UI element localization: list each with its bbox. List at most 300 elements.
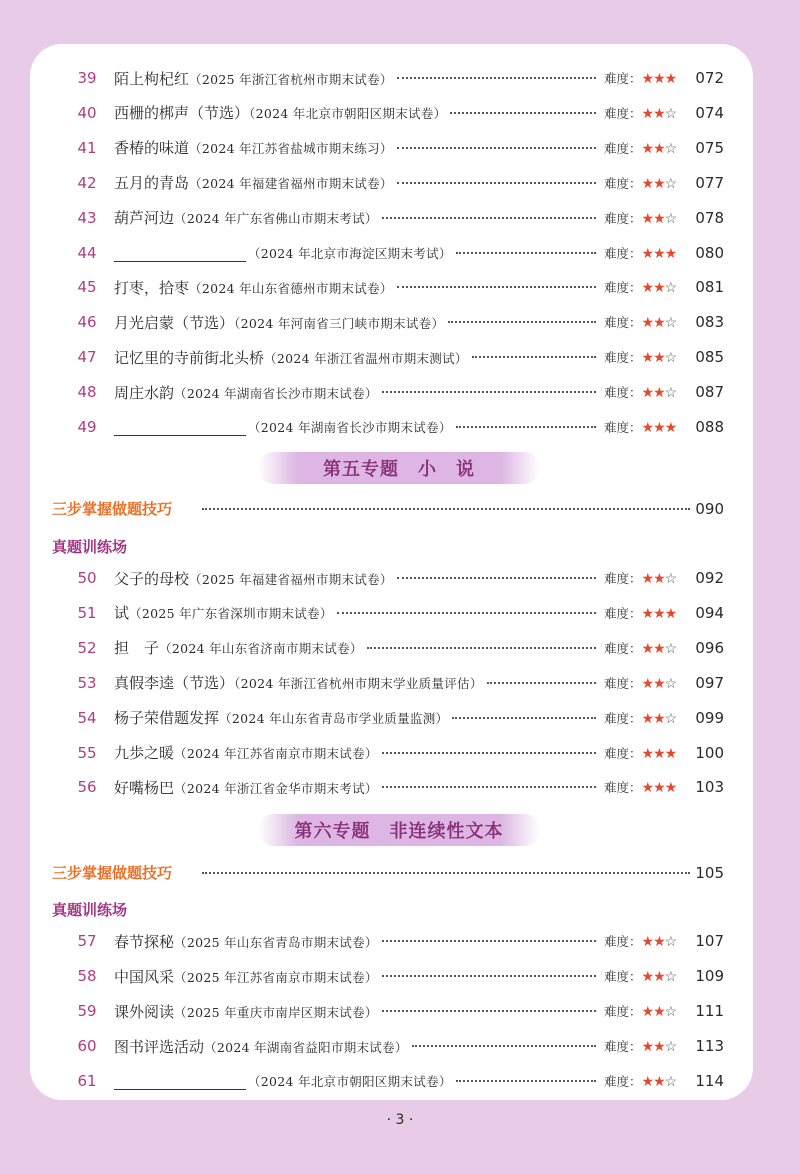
entry-title [114,1072,452,1090]
toc-entry[interactable] [0,959,800,993]
entry-page: 074 [695,103,724,122]
entry-number: 46 [77,313,97,332]
entry-page: 094 [695,603,724,622]
leader-dots [472,356,596,358]
entry-number: 40 [77,103,97,122]
entry-title-text: 九歩之暖 [114,744,175,762]
star-filled-icon: ★ [653,1074,665,1090]
difficulty [604,604,676,622]
difficulty [604,278,676,296]
difficulty [604,674,676,692]
star-filled-icon: ★ [664,420,677,436]
entry-page: 072 [695,69,724,87]
star-filled-icon: ★ [641,350,654,367]
star-filled-icon: ★ [664,71,677,87]
leader-dots [367,647,596,649]
toc-entry[interactable] [0,61,800,95]
difficulty-stars [642,571,677,587]
entry-number: 54 [77,708,97,727]
section-banner-novel: 第五专题 小 说 [258,452,540,484]
toc-entry[interactable] [0,340,800,374]
star-filled-icon: ★ [653,710,665,727]
star-filled-icon: ★ [653,245,665,262]
leader-dots [487,682,596,684]
toc-entry[interactable] [0,131,800,165]
entry-source: （2024 年山东省济南市期末试卷） [159,641,363,657]
toc-entry[interactable] [0,924,800,958]
toc-entry[interactable] [0,994,800,1028]
leader-dots [412,1045,596,1047]
star-filled-icon: ★ [653,420,665,436]
star-filled-icon: ★ [653,105,665,122]
entry-title [114,602,333,623]
entry-page: 109 [695,967,724,985]
difficulty-label: 难度： [604,1039,642,1054]
star-filled-icon: ★ [653,71,665,87]
star-filled-icon: ★ [653,385,665,402]
difficulty [604,418,676,436]
difficulty-label: 难度： [604,140,642,156]
leader-dots [397,286,596,288]
entry-title [114,707,448,728]
star-empty-icon: ☆ [664,1074,677,1090]
toc-entry[interactable] [0,596,800,630]
leader-dots [337,612,596,614]
star-filled-icon: ★ [641,420,654,436]
entry-page: 087 [695,383,724,402]
star-filled-icon: ★ [641,675,654,692]
entry-page: 083 [695,313,724,332]
entry-title-text: 西栅的梆声（节选） [114,104,250,123]
star-empty-icon: ☆ [664,140,677,157]
entry-title [114,172,393,193]
difficulty [604,69,676,87]
leader-dots [397,147,596,149]
difficulty-stars [642,676,677,692]
star-filled-icon: ★ [653,675,665,692]
star-filled-icon: ★ [641,140,654,157]
star-empty-icon: ☆ [664,934,677,950]
star-filled-icon: ★ [664,245,677,262]
toc-entry[interactable] [0,270,800,304]
star-filled-icon: ★ [641,571,654,587]
entry-page: 097 [695,673,724,692]
difficulty-label: 难度： [604,175,642,191]
difficulty-label: 难度： [604,675,642,691]
entry-number: 42 [77,173,97,192]
entry-title [114,1001,378,1022]
leader-dots [456,1080,596,1082]
entry-page: 113 [695,1037,724,1055]
star-filled-icon: ★ [641,315,654,332]
difficulty [604,104,676,122]
entry-title [114,244,452,262]
leader-dots [448,321,596,323]
method-entry-noncontinuous[interactable] [52,857,732,887]
entry-source: （2024 年北京市朝阳区期末试卷） [249,106,447,122]
star-filled-icon: ★ [653,934,665,950]
entry-source: （2024 年江苏省盐城市期末练习） [189,141,393,157]
entry-title [114,672,483,693]
leader-dots [202,872,690,874]
method-entry-novel[interactable] [52,493,732,523]
entry-title [114,382,378,403]
leader-dots [382,1010,596,1012]
difficulty-stars [642,1074,677,1090]
entry-title-text: 陌上枸杞红 [114,69,190,88]
star-empty-icon: ☆ [664,1004,677,1020]
star-filled-icon: ★ [653,175,665,192]
star-filled-icon: ★ [641,210,654,227]
difficulty-label: 难度： [604,640,642,656]
difficulty [604,932,676,950]
leader-dots [382,940,596,942]
entry-number: 44 [77,243,97,262]
entry-title-text: 图书评选活动 [114,1037,205,1056]
method-label: 三步掌握做题技巧 [52,499,173,518]
entry-number: 43 [77,208,97,227]
star-empty-icon: ☆ [664,210,677,227]
star-filled-icon: ★ [641,105,654,122]
leader-dots [382,391,596,393]
entry-title [114,931,378,952]
toc-entry[interactable] [0,770,800,804]
star-empty-icon: ☆ [664,385,677,402]
entry-title [114,966,378,987]
entry-source: （2024 年河南省三门峡市期末试卷） [234,315,445,331]
toc-entry[interactable] [0,166,800,200]
difficulty-stars [642,385,677,401]
difficulty-stars [642,211,677,227]
entry-source: （2024 年福建省福州市期末试卷） [189,176,393,192]
star-filled-icon: ★ [641,969,654,985]
toc-entry[interactable] [0,236,800,270]
toc-entry[interactable] [0,666,800,700]
difficulty-label: 难度： [604,245,642,261]
difficulty-label: 难度： [604,710,642,726]
entry-number: 48 [77,383,97,402]
entry-title-text: 父子的母校 [114,569,190,588]
star-empty-icon: ☆ [664,280,677,297]
star-filled-icon: ★ [641,1039,654,1055]
difficulty [604,383,676,401]
star-empty-icon: ☆ [664,675,677,692]
toc-entry[interactable] [0,631,800,665]
star-filled-icon: ★ [653,350,665,367]
star-filled-icon: ★ [653,315,665,332]
leader-dots [456,426,596,428]
page-number: · 3 · [386,1112,414,1128]
entry-title [114,137,393,158]
entry-title-text: 春节探秘 [114,932,175,951]
difficulty-label: 难度： [604,605,642,621]
star-filled-icon: ★ [641,710,654,727]
entry-source: （2024 年山东省青岛市学业质量监测） [219,711,449,727]
star-filled-icon: ★ [641,1074,654,1090]
leader-dots [382,975,596,977]
entry-title-text: 月光启蒙（节选） [114,313,235,332]
star-filled-icon: ★ [641,640,654,657]
entry-source: （2024 年北京市朝阳区期末试卷） [248,1074,452,1089]
toc-entry[interactable] [0,410,800,444]
difficulty [604,1072,676,1090]
star-filled-icon: ★ [641,934,654,950]
difficulty-label: 难度： [604,420,642,435]
entry-title [114,418,452,436]
star-filled-icon: ★ [653,605,665,622]
difficulty-label: 难度： [604,934,642,949]
star-empty-icon: ☆ [664,640,677,657]
entry-number: 58 [77,967,97,985]
star-filled-icon: ★ [653,280,665,297]
star-filled-icon: ★ [653,571,665,587]
difficulty-label: 难度： [604,280,642,296]
entry-number: 47 [77,348,97,367]
difficulty [604,1002,676,1020]
leader-dots [456,252,596,254]
star-empty-icon: ☆ [664,315,677,332]
leader-dots [397,182,596,184]
toc-entry[interactable] [0,701,800,735]
star-filled-icon: ★ [641,1004,654,1020]
entry-page: 114 [695,1072,724,1090]
difficulty-label: 难度： [604,105,642,121]
entry-title-text: 打枣，拾枣 [114,278,190,297]
entry-source: （2024 年江苏省南京市期末试卷） [174,746,378,761]
entry-title [114,777,378,798]
leader-dots [450,112,596,114]
star-filled-icon: ★ [653,969,665,985]
difficulty-stars [642,641,677,657]
star-filled-icon: ★ [664,745,677,762]
star-filled-icon: ★ [653,1039,665,1055]
toc-entry[interactable] [0,201,800,235]
entry-source: （2025 年福建省福州市期末试卷） [189,571,393,587]
star-filled-icon: ★ [653,140,665,157]
entry-title-text: 课外阅读 [114,1002,175,1021]
entry-title-text: 试 [114,604,130,623]
entry-page: 088 [695,418,724,436]
leader-dots [382,217,596,219]
entry-source: （2025 年重庆市南岸区期末试卷） [174,1004,378,1020]
entry-title [114,637,363,658]
star-empty-icon: ☆ [664,1039,677,1055]
blank-title-line [114,421,246,436]
method-page: 105 [695,864,724,882]
blank-title-line [114,247,246,262]
entry-title-text: 好嘴杨巴 [114,778,175,797]
difficulty-stars [642,106,677,122]
toc-entry[interactable] [0,305,800,339]
entry-number: 55 [77,743,97,762]
leader-dots [382,786,596,788]
star-filled-icon: ★ [641,745,654,762]
difficulty-label: 难度： [604,969,642,984]
star-filled-icon: ★ [653,745,665,762]
entry-source: （2025 年山东省青岛市期末试卷） [174,934,378,950]
entry-number: 50 [77,569,97,587]
entry-number: 61 [77,1072,97,1090]
entry-page: 080 [695,243,724,262]
entry-number: 53 [77,673,97,692]
toc-entry[interactable] [0,561,800,595]
entry-source: （2024 年广东省佛山市期末考试） [174,211,378,227]
entry-title [114,102,446,123]
star-empty-icon: ☆ [664,350,677,367]
difficulty [604,744,676,762]
difficulty-stars [642,780,677,796]
entry-number: 39 [77,69,97,87]
difficulty [604,569,676,587]
star-filled-icon: ★ [641,71,654,87]
entry-number: 51 [77,603,97,622]
entry-source: （2025 年浙江省杭州市期末试卷） [189,71,393,87]
difficulty [604,778,676,796]
entry-title [114,312,444,333]
difficulty-stars [642,71,677,87]
difficulty-stars [642,315,677,331]
entry-title-text: 杨子荣借题发挥 [114,709,220,728]
entry-number: 49 [77,418,97,436]
entry-title [114,277,393,298]
entry-title [114,347,468,368]
star-filled-icon: ★ [653,780,665,797]
difficulty-stars [642,420,677,436]
practice-label-noncontinuous: 真题训练场 [52,900,128,919]
entry-title-text: 担 子 [114,639,160,658]
method-page: 090 [695,500,724,518]
entry-number: 56 [77,778,97,797]
leader-dots [397,77,596,79]
difficulty-label: 难度： [604,780,642,796]
entry-source: （2024 年山东省德州市期末试卷） [189,280,393,296]
difficulty [604,244,676,262]
entry-title-text: 周庄水韵 [114,383,175,402]
leader-dots [382,752,596,754]
star-filled-icon: ★ [653,640,665,657]
star-filled-icon: ★ [653,210,665,227]
entry-page: 092 [695,569,724,587]
difficulty-stars [642,606,677,622]
difficulty [604,209,676,227]
entry-title-text: 真假李逵（节选） [114,674,235,693]
entry-page: 100 [695,743,724,762]
entry-page: 078 [695,208,724,227]
difficulty-stars [642,141,677,157]
toc-entry[interactable] [0,1029,800,1063]
entry-title [114,207,378,228]
difficulty-label: 难度： [604,745,642,761]
entry-source: （2024 年浙江省温州市期末测试） [264,350,468,366]
difficulty-stars [642,934,677,950]
entry-page: 096 [695,638,724,657]
entry-source: （2024 年浙江省金华市期末考试） [174,780,378,796]
blank-title-line [114,1075,246,1090]
difficulty [604,348,676,366]
difficulty [604,174,676,192]
difficulty-stars [642,711,677,727]
star-empty-icon: ☆ [664,571,677,587]
star-empty-icon: ☆ [664,969,677,985]
star-empty-icon: ☆ [664,175,677,192]
star-filled-icon: ★ [641,385,654,402]
toc-entry[interactable] [0,736,800,770]
star-filled-icon: ★ [664,605,677,622]
toc-entry[interactable] [0,375,800,409]
difficulty-stars [642,746,677,762]
difficulty-label: 难度： [604,1004,642,1019]
entry-title-text: 葫芦河边 [114,209,175,228]
star-filled-icon: ★ [641,175,654,192]
entry-source: （2024 年北京市海淀区期末考试） [248,245,452,261]
entry-source: （2025 年江苏省南京市期末试卷） [174,969,378,985]
difficulty-stars [642,1004,677,1020]
leader-dots [452,717,596,719]
entry-title-text: 五月的青岛 [114,174,190,193]
star-filled-icon: ★ [641,280,654,297]
star-filled-icon: ★ [641,245,654,262]
difficulty-stars [642,350,677,366]
difficulty [604,967,676,985]
difficulty-stars [642,246,677,262]
difficulty-label: 难度： [604,315,642,331]
entry-title [114,742,378,763]
entry-source: （2024 年湖南省长沙市期末试卷） [174,385,378,401]
star-filled-icon: ★ [664,780,677,797]
entry-page: 107 [695,932,724,950]
entry-source: （2025 年广东省深圳市期末试卷） [129,606,333,622]
difficulty-label: 难度： [604,1074,642,1089]
difficulty-stars [642,280,677,296]
entry-number: 45 [77,278,97,297]
toc-entry[interactable] [0,1064,800,1098]
entry-page: 111 [695,1002,724,1020]
difficulty-label: 难度： [604,571,642,586]
entry-source: （2024 年湖南省长沙市期末试卷） [248,420,452,435]
entry-title-text: 记忆里的寺前街北头桥 [114,348,265,367]
difficulty-stars [642,176,677,192]
entry-page: 081 [695,278,724,297]
entry-number: 60 [77,1037,97,1055]
difficulty [604,313,676,331]
difficulty-stars [642,969,677,985]
entry-page: 085 [695,348,724,367]
entry-title [114,1036,408,1057]
entry-title [114,568,393,589]
entry-number: 59 [77,1002,97,1020]
difficulty-label: 难度： [604,210,642,226]
entry-page: 077 [695,173,724,192]
entry-number: 52 [77,638,97,657]
entry-title [114,68,393,89]
entry-title-text: 中国风采 [114,967,175,986]
star-filled-icon: ★ [653,1004,665,1020]
leader-dots [397,577,596,579]
star-filled-icon: ★ [641,780,654,797]
star-filled-icon: ★ [641,605,654,622]
difficulty [604,1037,676,1055]
leader-dots [202,508,690,510]
difficulty-stars [642,1039,677,1055]
star-empty-icon: ☆ [664,105,677,122]
entry-page: 099 [695,708,724,727]
difficulty-label: 难度： [604,385,642,401]
difficulty [604,639,676,657]
difficulty [604,139,676,157]
entry-source: （2024 年湖南省益阳市期末试卷） [204,1039,408,1055]
toc-entry[interactable] [0,96,800,130]
method-label: 三步掌握做题技巧 [52,863,173,882]
